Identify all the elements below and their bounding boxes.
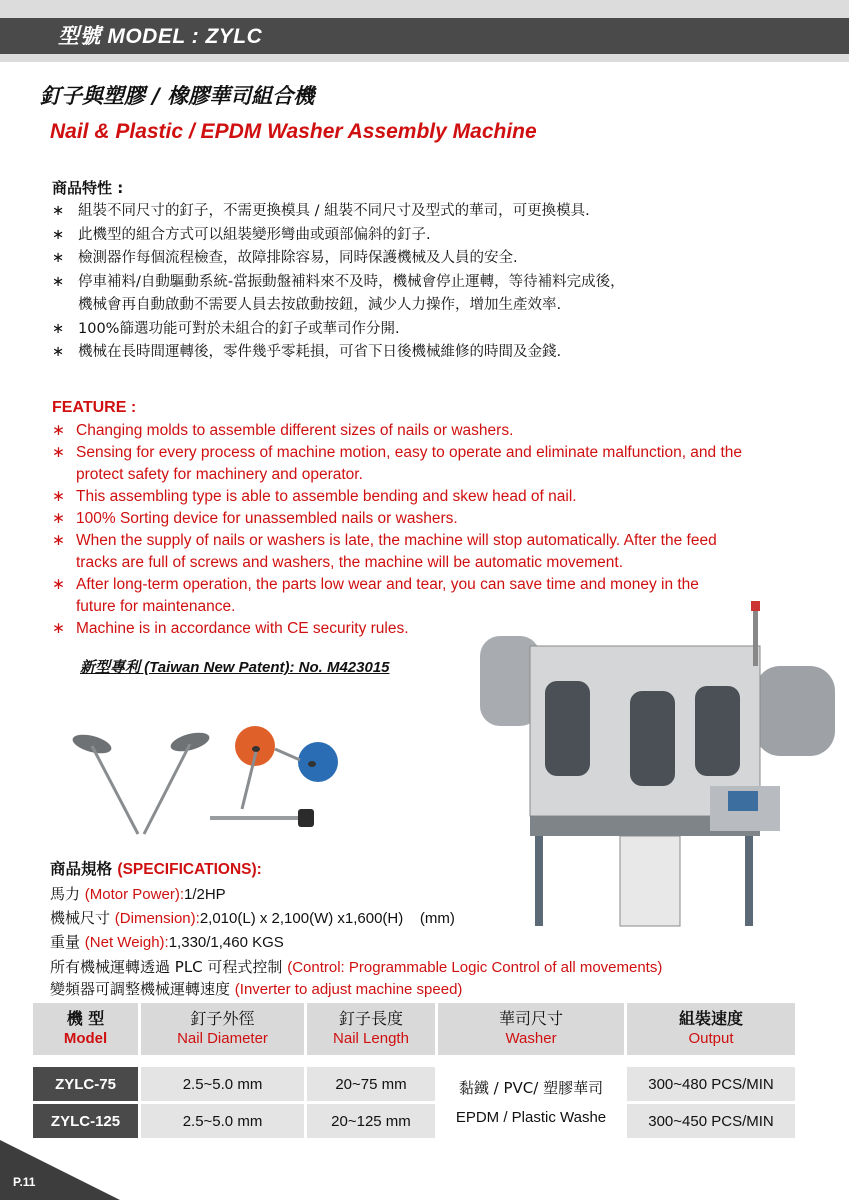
list-item: ∗ 機械在長時間運轉後，零件幾乎零耗損，可省下日後機械維修的時間及金錢. — [52, 344, 562, 360]
list-item: ∗ 100% Sorting device for unassembled nails or washers. — [52, 510, 458, 527]
cell-washer: 黏鐵 / PVC/ 塑膠華司 EPDM / Plastic Washe — [438, 1067, 624, 1138]
cell-output: 300~450 PCS/MIN — [627, 1104, 795, 1138]
list-item: ∗ 此機型的組合方式可以組裝變形彎曲或頭部偏斜的釘子. — [52, 226, 431, 243]
list-item: ∗ Machine is in accordance with CE security rules. — [52, 620, 409, 637]
cell-diameter: 2.5~5.0 mm — [141, 1104, 304, 1138]
spec-control: 所有機械運轉透過 PLC 可程式控制 (Control: Programmable Logic Control of all movements) — [50, 958, 663, 976]
header-washer: 華司尺寸 Washer — [438, 1003, 624, 1055]
nail-image — [144, 729, 211, 834]
spec-weight: 重量 (Net Weigh):1,330/1,460 KGS — [50, 933, 284, 951]
page-number: P.11 — [13, 1175, 36, 1189]
cell-diameter: 2.5~5.0 mm — [141, 1067, 304, 1101]
cell-model: ZYLC-125 — [33, 1104, 138, 1138]
title-chinese: 釘子與塑膠 / 橡膠華司組合機 — [40, 84, 315, 108]
list-item: ∗ After long-term operation, the parts low wear and tear, you can save time and money in the — [52, 576, 699, 593]
spec-motor-power: 馬力 (Motor Power):1/2HP — [50, 885, 226, 903]
title-english: Nail & Plastic / EPDM Washer Assembly Machine — [50, 120, 537, 143]
list-item: ∗ 檢測器作每個流程檢查，故障排除容易，同時保護機械及人員的安全. — [52, 250, 518, 266]
header-band — [0, 0, 849, 62]
washer-orange-image — [235, 726, 275, 809]
list-item: ∗ 組裝不同尺寸的釘子，不需更換模具 / 組裝不同尺寸及型式的華司，可更換模具. — [52, 203, 590, 219]
header-output: 組裝速度 Output — [627, 1003, 795, 1055]
list-item: ∗ 100%篩選功能可對於未組合的釘子或華司作分開. — [52, 320, 400, 337]
features-zh-list — [52, 200, 812, 365]
specs-heading: 商品規格 (SPECIFICATIONS): — [50, 860, 262, 878]
list-item: ∗ This assembling type is able to assemble bending and skew head of nail. — [52, 488, 577, 505]
table-header-row — [33, 1003, 795, 1055]
nails-washers-photo — [60, 714, 360, 854]
list-item: ∗ When the supply of nails or washers is late, the machine will stop automatically. After the feed — [52, 532, 717, 549]
nail-image — [71, 731, 138, 834]
list-item-continuation: tracks are full of screws and washers, the machine will be automatic movement. — [76, 554, 624, 571]
cell-length: 20~75 mm — [307, 1067, 435, 1101]
spec-dimension: 機械尺寸 (Dimension):2,010(L) x 2,100(W) x1,600(H) (mm) — [50, 909, 455, 927]
machine-photo — [470, 596, 840, 936]
list-item: ∗ Sensing for every process of machine motion, easy to operate and eliminate malfunction, and the — [52, 444, 743, 461]
spec-table — [30, 1000, 798, 1141]
list-item-continuation: future for maintenance. — [76, 598, 236, 615]
list-item: ∗ Changing molds to assemble different sizes of nails or washers. — [52, 422, 514, 439]
header-nail-diameter: 釘子外徑 Nail Diameter — [141, 1003, 304, 1055]
screw-image — [210, 809, 314, 827]
table-row — [33, 1067, 795, 1101]
cell-output: 300~480 PCS/MIN — [627, 1067, 795, 1101]
spec-inverter: 變頻器可調整機械運轉速度 (Inverter to adjust machine speed) — [50, 980, 463, 998]
model-title: 型號 MODEL : ZYLC — [58, 25, 263, 48]
features-en-heading: FEATURE : — [52, 399, 137, 416]
washer-blue-image — [275, 742, 338, 782]
page-corner — [0, 1140, 120, 1200]
patent-number: 新型專利 (Taiwan New Patent): No. M423015 — [80, 659, 390, 676]
list-item: ∗ 停車補料/自動驅動系統-當振動盤補料來不及時，機械會停止運轉，等待補料完成後， — [52, 273, 625, 290]
features-zh-heading: 商品特性 : — [52, 179, 124, 197]
table-row — [33, 1104, 795, 1138]
header-nail-length: 釘子長度 Nail Length — [307, 1003, 435, 1055]
list-item-continuation: 機械會再自動啟動不需要人員去按啟動按鈕，減少人力操作，增加生產效率. — [78, 297, 562, 313]
header-model: 機 型 Model — [33, 1003, 138, 1055]
list-item-continuation: protect safety for machinery and operator. — [76, 466, 363, 483]
cell-model: ZYLC-75 — [33, 1067, 138, 1101]
cell-length: 20~125 mm — [307, 1104, 435, 1138]
